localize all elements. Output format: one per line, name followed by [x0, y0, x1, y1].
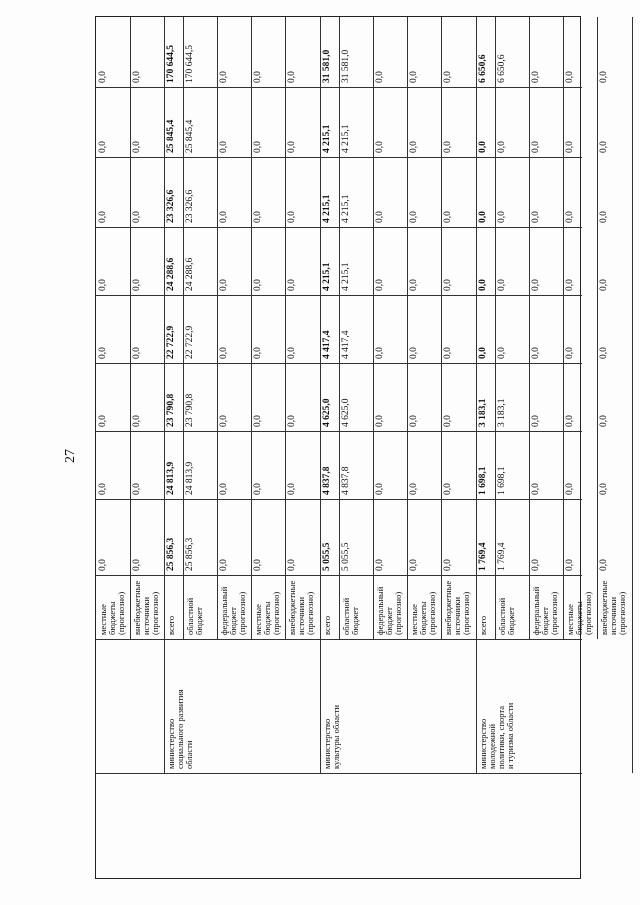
- value-cell: 0,0: [478, 347, 488, 359]
- source-label: внебюджетные источники (прогнозно): [443, 580, 471, 635]
- value-cell: 23 790,8: [166, 393, 176, 427]
- value-cell: 0,0: [219, 141, 229, 153]
- value-cell: 25 856,3: [185, 537, 195, 571]
- value-cell: 0,0: [565, 559, 575, 571]
- value-cell: 0,0: [599, 483, 609, 495]
- value-cell: 1 769,4: [497, 542, 507, 571]
- value-cell: 0,0: [478, 211, 488, 223]
- value-cell: 0,0: [253, 347, 263, 359]
- value-cell: 0,0: [565, 141, 575, 153]
- value-cell: 0,0: [375, 483, 385, 495]
- value-cell: 0,0: [497, 141, 507, 153]
- value-cell: 4 215,1: [322, 124, 332, 153]
- value-cell: 0,0: [375, 211, 385, 223]
- value-cell: 0,0: [132, 71, 142, 83]
- value-cell: 0,0: [132, 483, 142, 495]
- source-label: всего: [322, 615, 332, 635]
- value-cell: 6 650,6: [478, 54, 488, 83]
- value-cell: 3 183,1: [478, 398, 488, 427]
- value-cell: 0,0: [98, 71, 108, 83]
- value-cell: 0,0: [565, 211, 575, 223]
- source-label: местные бюджеты (прогнозно): [98, 591, 126, 635]
- organization-name: министерство культуры области: [322, 704, 341, 769]
- value-cell: 6 650,6: [497, 54, 507, 83]
- value-cell: 22 722,9: [166, 325, 176, 359]
- value-cell: 0,0: [287, 141, 297, 153]
- value-cell: 0,0: [219, 415, 229, 427]
- value-cell: 0,0: [253, 483, 263, 495]
- source-label: местные бюджеты (прогнозно): [565, 591, 593, 635]
- source-label: федеральный бюджет (прогнозно): [219, 586, 247, 635]
- value-cell: 4 215,1: [341, 262, 351, 291]
- value-cell: 0,0: [219, 279, 229, 291]
- value-cell: 0,0: [132, 141, 142, 153]
- value-cell: 0,0: [531, 415, 541, 427]
- value-cell: 0,0: [565, 483, 575, 495]
- value-cell: 4 837,8: [322, 466, 332, 495]
- value-cell: 0,0: [531, 347, 541, 359]
- value-cell: 24 813,9: [185, 461, 195, 495]
- value-cell: 0,0: [599, 279, 609, 291]
- value-cell: 0,0: [409, 347, 419, 359]
- value-cell: 0,0: [98, 141, 108, 153]
- value-cell: 31 581,0: [322, 49, 332, 83]
- page-number: 27: [63, 449, 78, 463]
- value-cell: 0,0: [409, 141, 419, 153]
- row-separator: [632, 17, 633, 639]
- row-separator: [285, 17, 286, 639]
- value-cell: 0,0: [132, 347, 142, 359]
- source-label: внебюджетные источники (прогнозно): [599, 580, 627, 635]
- row-separator: [164, 17, 165, 639]
- value-cell: 0,0: [219, 211, 229, 223]
- value-cell: 0,0: [253, 211, 263, 223]
- value-cell: 0,0: [443, 211, 453, 223]
- value-cell: 0,0: [599, 347, 609, 359]
- row-separator: [563, 17, 564, 639]
- value-cell: 4 215,1: [341, 194, 351, 223]
- source-label: местные бюджеты (прогнозно): [409, 591, 437, 635]
- value-cell: 4 215,1: [341, 124, 351, 153]
- value-cell: 0,0: [98, 211, 108, 223]
- value-cell: 0,0: [409, 415, 419, 427]
- value-cell: 0,0: [531, 211, 541, 223]
- value-cell: 0,0: [531, 483, 541, 495]
- column-separator: [96, 773, 582, 774]
- value-cell: 24 813,9: [166, 461, 176, 495]
- row-separator: [476, 17, 477, 639]
- value-cell: 0,0: [287, 483, 297, 495]
- value-cell: 5 055,5: [341, 542, 351, 571]
- value-cell: 25 845,4: [166, 119, 176, 153]
- value-cell: 0,0: [478, 279, 488, 291]
- value-cell: 4 215,1: [322, 262, 332, 291]
- value-cell: 5 055,5: [322, 542, 332, 571]
- source-label: внебюджетные источники (прогнозно): [132, 580, 160, 635]
- value-cell: 0,0: [253, 141, 263, 153]
- column-separator: [96, 157, 582, 158]
- value-cell: 0,0: [287, 211, 297, 223]
- row-separator: [495, 17, 496, 639]
- row-separator: [339, 17, 340, 639]
- value-cell: 1 769,4: [478, 542, 488, 571]
- value-cell: 0,0: [98, 559, 108, 571]
- value-cell: 23 326,6: [166, 189, 176, 223]
- value-cell: 0,0: [219, 483, 229, 495]
- value-cell: 23 326,6: [185, 189, 195, 223]
- value-cell: 4 625,0: [341, 398, 351, 427]
- value-cell: 0,0: [132, 559, 142, 571]
- value-cell: 22 722,9: [185, 325, 195, 359]
- row-separator: [130, 17, 131, 639]
- value-cell: 31 581,0: [341, 49, 351, 83]
- value-cell: 0,0: [98, 415, 108, 427]
- value-cell: 0,0: [375, 415, 385, 427]
- value-cell: 0,0: [443, 415, 453, 427]
- value-cell: 0,0: [531, 559, 541, 571]
- value-cell: 0,0: [409, 71, 419, 83]
- value-cell: 4 625,0: [322, 398, 332, 427]
- value-cell: 0,0: [497, 279, 507, 291]
- value-cell: 0,0: [287, 415, 297, 427]
- value-cell: 0,0: [599, 71, 609, 83]
- row-separator: [373, 17, 374, 639]
- value-cell: 0,0: [409, 211, 419, 223]
- value-cell: 0,0: [375, 347, 385, 359]
- value-cell: 0,0: [287, 347, 297, 359]
- column-separator: [96, 431, 582, 432]
- organization-name: министерство молодежной политики, спорта и туризма области: [478, 702, 515, 769]
- value-cell: 0,0: [409, 559, 419, 571]
- value-cell: 0,0: [287, 559, 297, 571]
- value-cell: 4 837,8: [341, 466, 351, 495]
- value-cell: 0,0: [443, 559, 453, 571]
- value-cell: 170 644,5: [185, 45, 195, 83]
- row-separator: [251, 17, 252, 639]
- value-cell: 0,0: [443, 141, 453, 153]
- budget-table: [95, 16, 627, 879]
- value-cell: 0,0: [443, 347, 453, 359]
- value-cell: 0,0: [599, 211, 609, 223]
- value-cell: 0,0: [565, 71, 575, 83]
- value-cell: 0,0: [443, 483, 453, 495]
- organization-name: министерство социального развития области: [166, 689, 194, 769]
- column-separator: [96, 575, 582, 576]
- value-cell: 0,0: [497, 211, 507, 223]
- value-cell: 24 288,6: [185, 257, 195, 291]
- value-cell: 3 183,1: [497, 398, 507, 427]
- source-label: федеральный бюджет (прогнозно): [531, 586, 559, 635]
- value-cell: 0,0: [98, 279, 108, 291]
- value-cell: 0,0: [375, 559, 385, 571]
- column-separator: [96, 295, 582, 296]
- value-cell: 0,0: [531, 141, 541, 153]
- row-separator: [183, 17, 184, 639]
- row-separator: [529, 17, 530, 639]
- row-separator: [217, 17, 218, 639]
- column-separator: [96, 363, 582, 364]
- value-cell: 0,0: [565, 279, 575, 291]
- value-cell: 24 288,6: [166, 257, 176, 291]
- value-cell: 0,0: [253, 71, 263, 83]
- value-cell: 0,0: [132, 211, 142, 223]
- value-cell: 0,0: [375, 279, 385, 291]
- value-cell: 4 215,1: [322, 194, 332, 223]
- value-cell: 0,0: [478, 141, 488, 153]
- value-cell: 0,0: [443, 71, 453, 83]
- source-label: внебюджетные источники (прогнозно): [287, 580, 315, 635]
- row-separator: [320, 17, 321, 639]
- value-cell: 0,0: [132, 415, 142, 427]
- source-label: федеральный бюджет (прогнозно): [375, 586, 403, 635]
- value-cell: 170 644,5: [166, 45, 176, 83]
- column-separator: [96, 499, 582, 500]
- value-cell: 0,0: [219, 347, 229, 359]
- value-cell: 0,0: [98, 347, 108, 359]
- value-cell: 0,0: [599, 415, 609, 427]
- value-cell: 0,0: [375, 71, 385, 83]
- value-cell: 0,0: [531, 279, 541, 291]
- source-label: всего: [478, 615, 488, 635]
- row-separator: [597, 17, 598, 639]
- value-cell: 0,0: [409, 483, 419, 495]
- row-separator: [407, 17, 408, 639]
- source-label: всего: [166, 615, 176, 635]
- value-cell: 0,0: [409, 279, 419, 291]
- value-cell: 4 417,4: [341, 330, 351, 359]
- value-cell: 0,0: [253, 559, 263, 571]
- value-cell: 0,0: [599, 559, 609, 571]
- value-cell: 0,0: [443, 279, 453, 291]
- source-label: областной бюджет: [341, 597, 360, 635]
- value-cell: 0,0: [287, 71, 297, 83]
- value-cell: 1 698,1: [478, 466, 488, 495]
- value-cell: 4 417,4: [322, 330, 332, 359]
- source-label: областной бюджет: [497, 597, 516, 635]
- value-cell: 0,0: [565, 347, 575, 359]
- value-cell: 25 856,3: [166, 537, 176, 571]
- value-cell: 0,0: [287, 279, 297, 291]
- value-cell: 23 790,8: [185, 393, 195, 427]
- row-separator: [441, 17, 442, 639]
- source-label: местные бюджеты (прогнозно): [253, 591, 281, 635]
- column-separator: [96, 87, 582, 88]
- value-cell: 0,0: [253, 279, 263, 291]
- value-cell: 0,0: [132, 279, 142, 291]
- column-separator: [96, 227, 582, 228]
- value-cell: 0,0: [219, 71, 229, 83]
- value-cell: 1 698,1: [497, 466, 507, 495]
- value-cell: 0,0: [531, 71, 541, 83]
- value-cell: 25 845,4: [185, 119, 195, 153]
- value-cell: 0,0: [98, 483, 108, 495]
- value-cell: 0,0: [219, 559, 229, 571]
- value-cell: 0,0: [253, 415, 263, 427]
- value-cell: 0,0: [497, 347, 507, 359]
- source-label: областной бюджет: [185, 597, 204, 635]
- column-separator: [96, 639, 582, 640]
- value-cell: 0,0: [599, 141, 609, 153]
- value-cell: 0,0: [375, 141, 385, 153]
- value-cell: 0,0: [565, 415, 575, 427]
